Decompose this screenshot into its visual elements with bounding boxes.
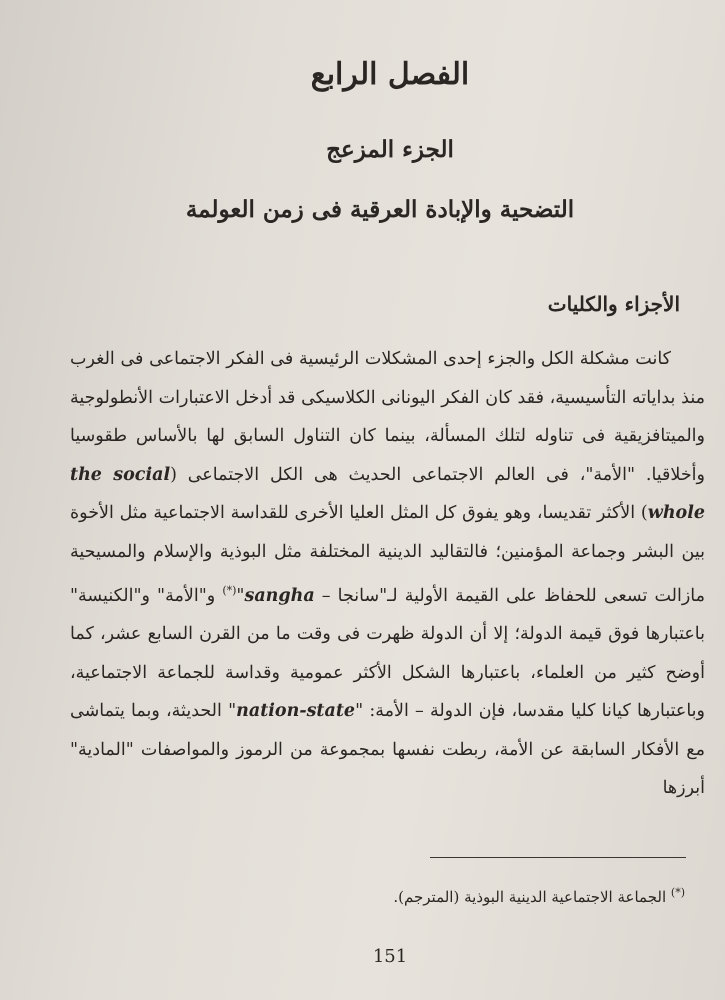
page-number: 151 bbox=[372, 946, 408, 967]
body-text bbox=[70, 340, 705, 808]
text-segment: و"الأمة" و"الكنيسة" باعتبارها فوق قيمة الدولة؛ إلا أن الدولة ظهرت فى وقت ما من القرن السابع عشر، كما أوضح كثير من العلماء، باعتبارها الشكل الأكثر عمومية وقداسة للجماعة الاجتماعية، وباعتبارها كيانا كليا مقدسا، فإن الدولة – الأمة: " bbox=[70, 585, 705, 722]
chapter-subtitle: التضحية والإبادة العرقية فى زمن العولمة bbox=[185, 196, 575, 223]
text-segment: كانت مشكلة الكل والجزء إحدى المشكلات الرئيسية فى الفكر الاجتماعى فى الغرب منذ بداياته التأسيسية، فقد كان الفكر اليونانى الكلاسيكى قد أدخل الاعتبارات الأنطولوجية والميتافزيقية فى تناوله لتلك المسألة، بينما كان التناول السابق لها بالأساس طقوسيا وأخلاقيا. "الأمة"، فى العالم الاجتماعى الحديث هى الكل الاجتماعى ( bbox=[70, 349, 705, 485]
latin-term: nation-state bbox=[236, 701, 356, 722]
paragraph bbox=[70, 340, 705, 808]
footnote bbox=[300, 880, 685, 910]
part-title: الجزء المزعج bbox=[326, 136, 454, 163]
footnote-text: الجماعة الاجتماعية الدينية البوذية (المترجم). bbox=[393, 888, 671, 906]
footnote-marker: (*) bbox=[670, 886, 685, 899]
latin-term: sangha bbox=[244, 585, 315, 606]
latin-term: the social whole bbox=[70, 464, 705, 524]
section-heading: الأجزاء والكليات bbox=[547, 292, 680, 316]
text-segment: " bbox=[236, 585, 245, 606]
footnote-marker[interactable]: (*) bbox=[222, 583, 237, 597]
footnote-divider bbox=[430, 857, 686, 858]
text-segment: " الحديثة، وبما يتماشى مع الأفكار السابقة عن الأمة، ربطت نفسها بمجموعة من الرموز والمواصفات "المادية" أبرزها bbox=[70, 701, 705, 799]
text-segment: ) الأكثر تقديسا، وهو يفوق كل المثل العليا الأخرى للقداسة الاجتماعية مثل الأخوة بين البشر وجماعة المؤمنين؛ فالتقاليد الدينية المختلفة مثل البوذية والإسلام والمسيحية مازالت تسعى للحفاظ على القيمة الأولية لـ"سانجا – bbox=[70, 503, 705, 606]
chapter-title: الفصل الرابع bbox=[310, 57, 470, 92]
